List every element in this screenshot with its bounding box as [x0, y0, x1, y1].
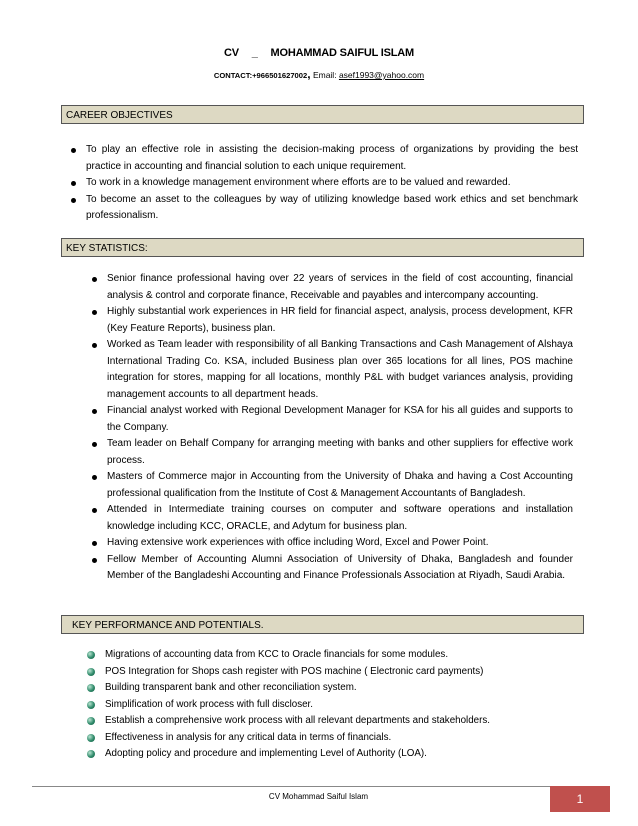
list-item: Team leader on Behalf Company for arranging meeting with banks and other suppliers for effective work process. [107, 436, 573, 469]
title-separator: _ [251, 47, 258, 59]
contact-comma: , [307, 67, 311, 81]
list-item: Worked as Team leader with responsibility of all Banking Transactions and Cash Management of Alshaya International Trading Co. KSA, included Business plan over 365 locations for all lines, POS machine integration for stores, mapping for all locations, monthly P&L with budget variances analysis, providing management accounts to all department heads. [107, 337, 573, 403]
key-performance-list [105, 647, 575, 763]
cv-title [0, 47, 638, 59]
contact-line [0, 67, 638, 81]
list-item: Building transparent bank and other reconciliation system. [105, 680, 575, 697]
list-item: To work in a knowledge management environment where efforts are to be valued and rewarded. [86, 175, 578, 192]
list-item: Senior finance professional having over 22 years of services in the field of cost accounting, financial analysis & control and corporate finance, Receivable and payables and intercompany accounting. [107, 271, 573, 304]
list-item: Simplification of work process with full discloser. [105, 697, 575, 714]
list-item: POS Integration for Shops cash register with POS machine ( Electronic card payments) [105, 664, 575, 681]
list-item: Establish a comprehensive work process with all relevant departments and stakeholders. [105, 713, 575, 730]
key-statistics-heading: KEY STATISTICS: [61, 238, 584, 257]
list-item: Fellow Member of Accounting Alumni Association of University of Dhaka, Bangladesh and founder Member of the Bangladeshi Accounting and Finance Professionals Association at Riyadh, Saudi Arabia. [107, 552, 573, 585]
key-statistics-list [107, 271, 573, 585]
list-item: Masters of Commerce major in Accounting from the University of Dhaka and having a Cost Accounting professional qualification from the Institute of Cost & Management Accountants of Bangladesh. [107, 469, 573, 502]
cv-prefix: CV [223, 47, 239, 59]
list-item: Effectiveness in analysis for any critical data in terms of financials. [105, 730, 575, 747]
candidate-name: MOHAMMAD SAIFUL ISLAM [270, 47, 414, 59]
contact-phone: CONTACT:+966501627002 [213, 71, 308, 80]
list-item: Adopting policy and procedure and implementing Level of Authority (LOA). [105, 746, 575, 763]
list-item: Financial analyst worked with Regional Development Manager for KSA for his all guides and supports to the Company. [107, 403, 573, 436]
list-item: Migrations of accounting data from KCC to Oracle financials for some modules. [105, 647, 575, 664]
email-link[interactable]: asef1993@yahoo.com [338, 70, 425, 80]
list-item: Attended in Intermediate training courses on computer and software operations and installation knowledge including KCC, ORACLE, and Adytum for business plan. [107, 502, 573, 535]
career-objectives-list [86, 142, 578, 225]
list-item: To become an asset to the colleagues by way of utilizing knowledge based work ethics and set benchmark professionalism. [86, 192, 578, 225]
footer-divider [32, 786, 608, 787]
email-label: Email: [312, 70, 337, 80]
page-number: 1 [550, 786, 610, 812]
key-performance-heading: KEY PERFORMANCE AND POTENTIALS. [61, 615, 584, 634]
career-objectives-heading: CAREER OBJECTIVES [61, 105, 584, 124]
list-item: Highly substantial work experiences in HR field for financial aspect, analysis, process development, KFR (Key Feature Reports), business plan. [107, 304, 573, 337]
list-item: Having extensive work experiences with office including Word, Excel and Power Point. [107, 535, 573, 552]
list-item: To play an effective role in assisting the decision-making process of organizations by providing the best practice in accounting and financial solution to each unique requirement. [86, 142, 578, 175]
footer-text: CV Mohammad Saiful Islam [268, 792, 369, 801]
